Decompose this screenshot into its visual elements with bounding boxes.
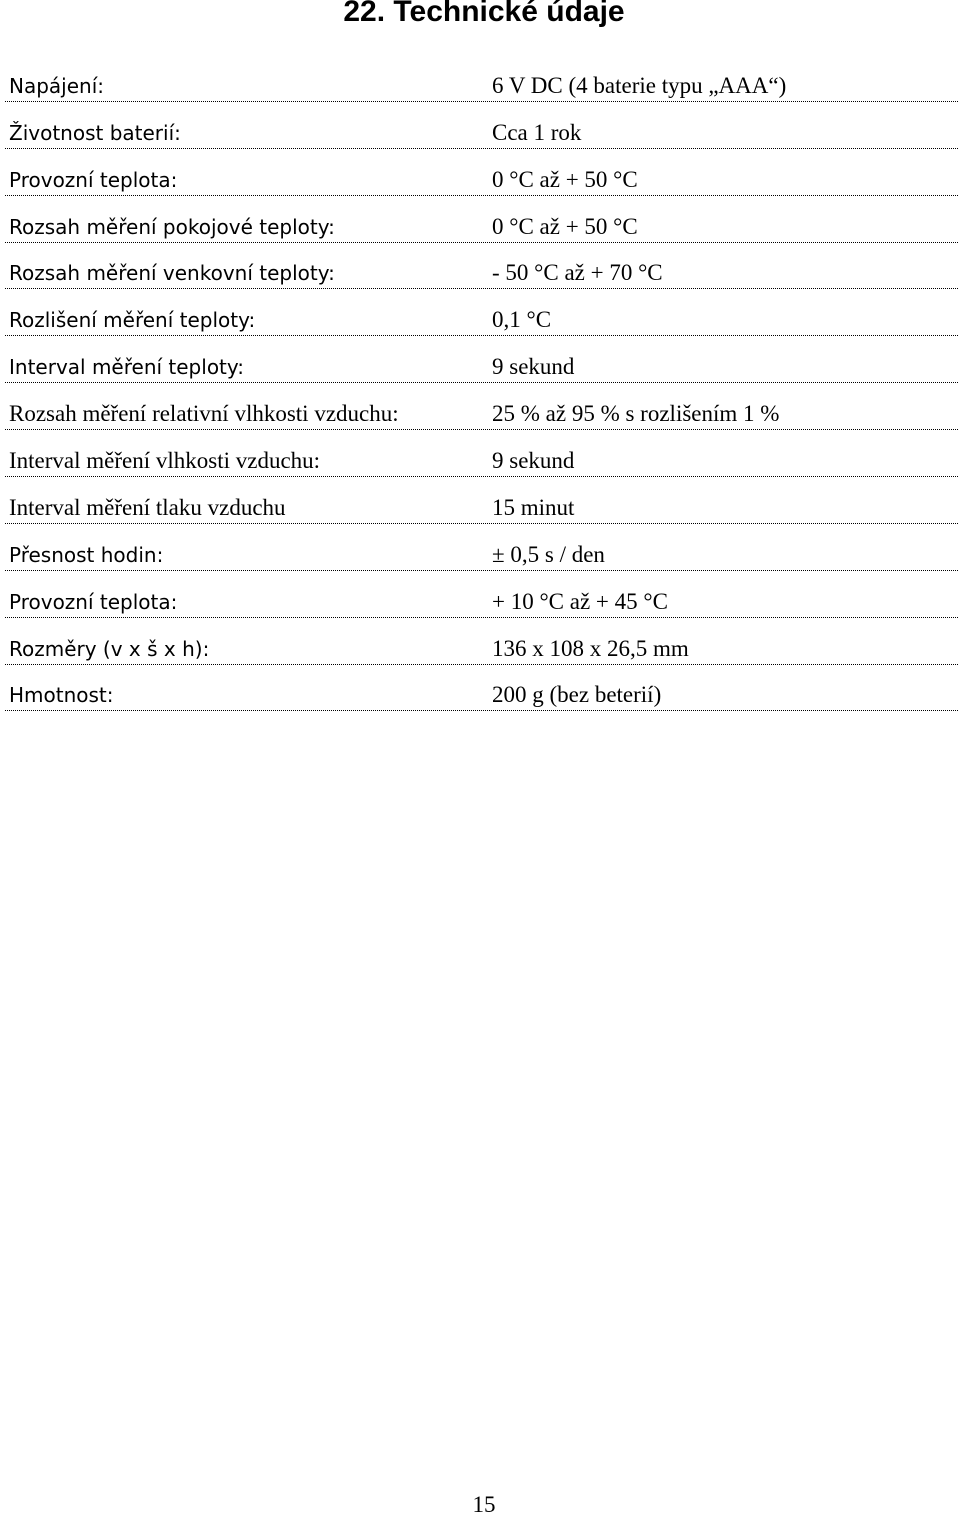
spec-row-temp-resolution bbox=[5, 289, 958, 336]
spec-row-temp-interval bbox=[5, 336, 958, 383]
spec-row-dimensions bbox=[5, 618, 958, 665]
spec-label: Hmotnost: bbox=[9, 683, 114, 708]
spec-value: - 50 °C až + 70 °C bbox=[492, 260, 663, 286]
spec-row-pressure-interval bbox=[5, 477, 958, 524]
spec-value: ± 0,5 s / den bbox=[492, 541, 605, 567]
spec-value: 25 % až 95 % s rozlišením 1 % bbox=[492, 401, 780, 427]
spec-label: Rozsah měření pokojové teploty: bbox=[9, 214, 335, 239]
spec-value: 9 sekund bbox=[492, 354, 575, 380]
spec-row-clock-accuracy bbox=[5, 524, 958, 571]
spec-table bbox=[5, 55, 958, 711]
spec-label: Životnost baterií: bbox=[9, 120, 181, 145]
spec-label: Provozní teplota: bbox=[9, 589, 178, 614]
spec-value: 15 minut bbox=[492, 494, 575, 520]
spec-row-humidity-interval bbox=[5, 430, 958, 477]
spec-value: 136 x 108 x 26,5 mm bbox=[492, 635, 689, 661]
spec-label: Interval měření teploty: bbox=[9, 355, 245, 380]
spec-value: 0 °C až + 50 °C bbox=[492, 213, 638, 239]
spec-label: Provozní teplota: bbox=[9, 167, 178, 192]
spec-value: 6 V DC (4 baterie typu „AAA“) bbox=[492, 72, 787, 98]
spec-row-weight bbox=[5, 665, 958, 712]
spec-value: + 10 °C až + 45 °C bbox=[492, 588, 668, 614]
spec-label: Interval měření tlaku vzduchu bbox=[9, 494, 286, 520]
spec-label: Napájení: bbox=[9, 73, 104, 98]
spec-row-battery-life bbox=[5, 102, 958, 149]
spec-label: Rozměry (v x š x h): bbox=[9, 636, 210, 661]
spec-row-operating-temp-2 bbox=[5, 571, 958, 618]
spec-value: 9 sekund bbox=[492, 448, 575, 474]
spec-row-indoor-temp-range bbox=[5, 196, 958, 243]
spec-row-operating-temp bbox=[5, 149, 958, 196]
spec-label: Přesnost hodin: bbox=[9, 542, 164, 567]
spec-label: Rozsah měření venkovní teploty: bbox=[9, 261, 335, 286]
spec-label: Rozlišení měření teploty: bbox=[9, 308, 256, 333]
spec-value: 200 g (bez beterií) bbox=[492, 682, 662, 708]
spec-label: Interval měření vlhkosti vzduchu: bbox=[9, 448, 321, 474]
spec-label: Rozsah měření relativní vlhkosti vzduchu: bbox=[9, 401, 399, 427]
spec-row-power bbox=[5, 55, 958, 102]
spec-value: 0,1 °C bbox=[492, 307, 552, 333]
spec-row-humidity-range bbox=[5, 383, 958, 430]
spec-value: 0 °C až + 50 °C bbox=[492, 166, 638, 192]
spec-row-outdoor-temp-range bbox=[5, 243, 958, 290]
page-title: 22. Technické údaje bbox=[343, 0, 625, 28]
page-number: 15 bbox=[472, 1492, 496, 1517]
spec-value: Cca 1 rok bbox=[492, 119, 582, 145]
